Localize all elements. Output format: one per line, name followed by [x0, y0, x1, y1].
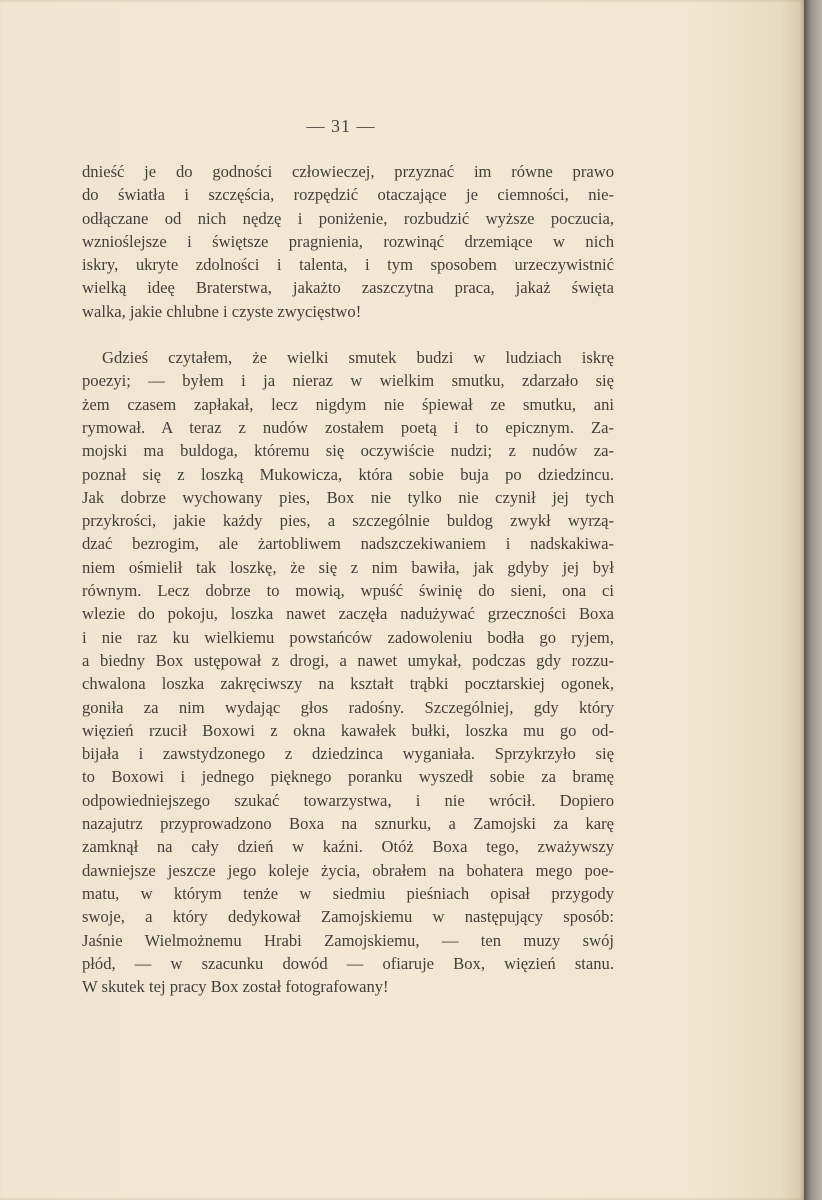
text-line: dzać bezrogim, ale żartobliwem nadszczekiwaniem i nadskakiwa- [82, 534, 614, 554]
text-line: poznał się z loszką Mukowicza, która sobie buja po dziedzincu. [82, 464, 614, 484]
paragraph-gap [82, 323, 614, 346]
text-line: matu, w którym tenże w siedmiu pieśniach opisał przygody [82, 883, 614, 903]
text-line: odłączane od nich nędzę i poniżenie, rozbudzić wyższe poczucia, [82, 208, 614, 228]
book-edge [804, 0, 822, 1200]
page-number: — 31 — [306, 116, 376, 136]
text-line: płód, — w szacunku dowód — ofiaruje Box, więzień stanu. [82, 953, 614, 973]
body-text [82, 160, 614, 998]
text-line: iskry, ukryte zdolności i talenta, i tym sposobem urzeczywistnić [82, 255, 614, 275]
text-line: mojski ma buldoga, któremu się oczywiście nudzi; z nudów za- [82, 441, 614, 461]
text-line: poezyi; — byłem i ja nieraz w wielkim smutku, zdarzało się [82, 371, 614, 391]
text-line: niem ośmielił tak loszkę, że się z nim bawiła, jak gdyby jej był [82, 557, 614, 577]
text-line: przykrości, jakie każdy pies, a szczególnie buldog zwykł wyrzą- [82, 511, 614, 531]
text-line: dawniejsze jeszcze jego koleje życia, obrałem na bohatera mego poe- [82, 860, 614, 880]
text-line: żem czasem zapłakał, lecz nigdym nie śpiewał ze smutku, ani [82, 394, 614, 414]
text-line: swoje, a który dedykował Zamojskiemu w następujący sposób: [82, 907, 614, 927]
text-line: nazajutrz przyprowadzono Boxa na sznurku, a Zamojski za karę [82, 814, 614, 834]
text-line: chwalona loszka zakręciwszy na kształt trąbki pocztarskiej ogonek, [82, 674, 614, 694]
text-line: a biedny Box ustępował z drogi, a nawet umykał, podczas gdy rozzu- [82, 650, 614, 670]
text-line: bijała i zawstydzonego z dziedzinca wyganiała. Sprzykrzyło się [82, 744, 614, 764]
text-line: zamknął na cały dzień w kaźni. Otóż Boxa tego, zważywszy [82, 837, 614, 857]
paragraph [82, 346, 614, 998]
text-line: walka, jakie chlubne i czyste zwycięstwo! [82, 301, 362, 321]
text-line: wielką ideę Braterstwa, jakażto zaszczytna praca, jakaż święta [82, 278, 614, 298]
text-line: odpowiedniejszego szukać towarzystwa, i nie wrócił. Dopiero [82, 790, 614, 810]
text-line: rymował. A teraz z nudów zostałem poetą i to epicznym. Za- [82, 417, 614, 437]
text-line: dnieść je do godności człowieczej, przyznać im równe prawo [82, 162, 614, 181]
text-line: i nie raz ku wielkiemu powstańców zadowoleniu bodła go ryjem, [82, 627, 614, 647]
text-line: wznioślejsze i świętsze pragnienia, rozwinąć drzemiące w nich [82, 231, 614, 251]
paragraph [82, 160, 614, 323]
text-line: Jaśnie Wielmożnemu Hrabi Zamojskiemu, — ten muzy swój [82, 930, 614, 950]
text-line: W skutek tej pracy Box został fotografowany! [82, 977, 389, 997]
text-line: równym. Lecz dobrze to mowią, wpuść świnię do sieni, ona ci [82, 581, 614, 601]
text-line: to Boxowi i jednego pięknego poranku wyszedł sobie za bramę [82, 767, 614, 787]
text-line: więzień rzucił Boxowi z okna kawałek bułki, loszka mu go od- [82, 720, 614, 740]
text-line: Jak dobrze wychowany pies, Box nie tylko nie czynił jej tych [82, 487, 614, 507]
text-line: do światła i szczęścia, rozpędzić otaczające je ciemności, nie- [82, 185, 614, 205]
text-line: goniła za nim wydając głos radośny. Szczególniej, gdy który [82, 697, 614, 717]
text-line: wlezie do pokoju, loszka nawet zaczęła nadużywać grzeczności Boxa [82, 604, 614, 624]
text-line: Gdzieś czytałem, że wielki smutek budzi w ludziach iskrę [102, 348, 614, 368]
